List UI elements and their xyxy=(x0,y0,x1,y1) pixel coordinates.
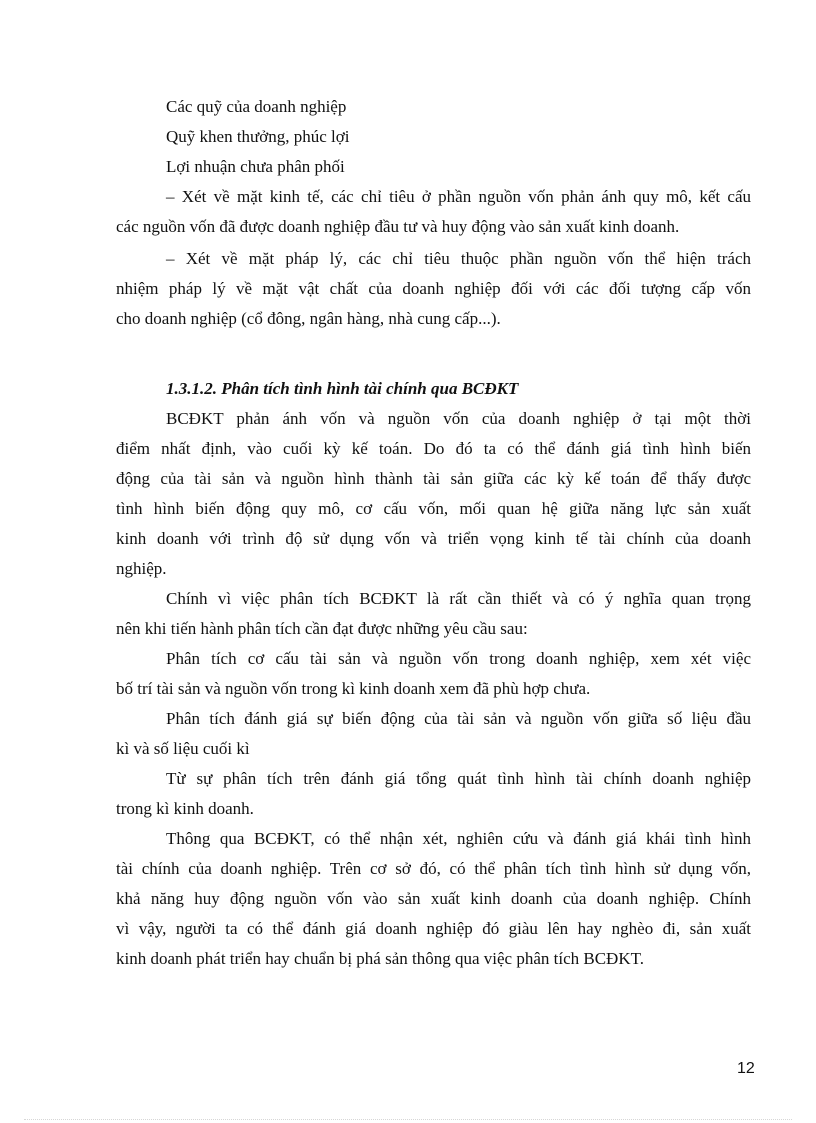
text-line: kinh doanh phát triển hay chuẩn bị phá sản thông qua việc phân tích BCĐKT. xyxy=(116,949,644,968)
list-item: Quỹ khen thưởng, phúc lợi xyxy=(166,127,350,146)
text-line: nên khi tiến hành phân tích cần đạt được những yêu cầu sau: xyxy=(116,619,528,638)
paragraph-conclusion xyxy=(116,824,751,974)
text-line: Phân tích cơ cấu tài sản và nguồn vốn trong doanh nghiệp, xem xét việc xyxy=(166,649,751,668)
page-body xyxy=(116,92,751,334)
text-line: Chính vì việc phân tích BCĐKT là rất cần thiết và có ý nghĩa quan trọng xyxy=(166,589,751,608)
list-item: Các quỹ của doanh nghiệp xyxy=(166,97,347,116)
paragraph-requirements xyxy=(116,584,751,644)
text-line: cho doanh nghiệp (cổ đông, ngân hàng, nhà cung cấp...). xyxy=(116,309,501,328)
text-line: nghiệp. xyxy=(116,559,167,578)
text-line: điểm nhất định, vào cuối kỳ kế toán. Do đó ta có thể đánh giá tình hình biến xyxy=(116,439,751,458)
paragraph-economic xyxy=(116,182,751,242)
text-line: tài chính của doanh nghiệp. Trên cơ sở đó, có thể phân tích tình hình sử dụng vốn, xyxy=(116,859,751,878)
paragraph-bcdkt xyxy=(116,404,751,584)
section-heading: 1.3.1.2. Phân tích tình hình tài chính qua BCĐKT xyxy=(166,379,519,398)
page-body-continued xyxy=(116,404,751,974)
text-line: – Xét về mặt pháp lý, các chỉ tiêu thuộc phần nguồn vốn thể hiện trách xyxy=(166,249,751,268)
text-line: tình hình biến động quy mô, cơ cấu vốn, mối quan hệ giữa năng lực sản xuất xyxy=(116,499,751,518)
text-line: vì vậy, người ta có thể đánh giá doanh nghiệp đó giàu lên hay nghèo đi, sản xuất xyxy=(116,919,751,938)
paragraph-requirement-1 xyxy=(116,644,751,704)
paragraph-requirement-3 xyxy=(116,764,751,824)
text-line: kinh doanh với trình độ sử dụng vốn và triển vọng kinh tế tài chính của doanh xyxy=(116,529,751,548)
text-line: nhiệm pháp lý về mặt vật chất của doanh nghiệp đối với các đối tượng cấp vốn xyxy=(116,279,751,298)
text-line: – Xét về mặt kinh tế, các chỉ tiêu ở phần nguồn vốn phản ánh quy mô, kết cấu xyxy=(166,187,751,206)
text-line: Từ sự phân tích trên đánh giá tổng quát tình hình tài chính doanh nghiệp xyxy=(166,769,751,788)
text-line: kì và số liệu cuối kì xyxy=(116,739,250,758)
fund-list xyxy=(116,92,751,182)
text-line: Thông qua BCĐKT, có thể nhận xét, nghiên cứu và đánh giá khái tình hình xyxy=(166,829,751,848)
page-number: 12 xyxy=(737,1060,755,1077)
paragraph-requirement-2 xyxy=(116,704,751,764)
text-line: trong kì kinh doanh. xyxy=(116,799,254,818)
page-bottom-divider xyxy=(24,1119,792,1120)
text-line: bố trí tài sản và nguồn vốn trong kì kinh doanh xem đã phù hợp chưa. xyxy=(116,679,591,698)
text-line: khả năng huy động nguồn vốn vào sản xuất kinh doanh của doanh nghiệp. Chính xyxy=(116,889,751,908)
text-line: Phân tích đánh giá sự biến động của tài sản và nguồn vốn giữa số liệu đầu xyxy=(166,709,751,728)
text-line: các nguồn vốn đã được doanh nghiệp đầu tư và huy động vào sản xuất kinh doanh. xyxy=(116,217,680,236)
text-line: BCĐKT phản ánh vốn và nguồn vốn của doanh nghiệp ở tại một thời xyxy=(166,409,751,428)
text-line: động của tài sản và nguồn hình thành tài sản giữa các kỳ kế toán để thấy được xyxy=(116,469,751,488)
paragraph-legal xyxy=(116,244,751,334)
list-item: Lợi nhuận chưa phân phối xyxy=(166,157,345,176)
